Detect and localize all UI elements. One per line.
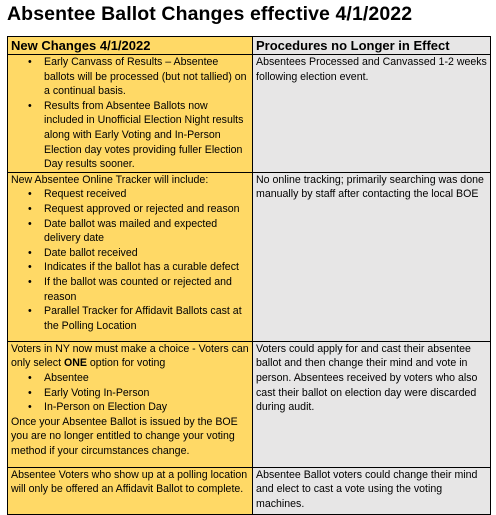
page-title: Absentee Ballot Changes effective 4/1/2022 [7, 3, 413, 25]
intro-emphasis: ONE [64, 357, 87, 370]
table-row [8, 172, 491, 341]
header-procedures-no-longer: Procedures no Longer in Effect [253, 37, 491, 55]
old-procedure-text: No online tracking; primarily searching was done manually by staff after contacting the local BOE [256, 173, 484, 201]
list-item: • Indicates if the ballot has a curable defect [44, 260, 249, 275]
list-item: • Parallel Tracker for Affidavit Ballots cast at the Polling Location [44, 304, 249, 333]
table-row [8, 55, 491, 173]
list-item: • Early Canvass of Results – Absentee ballots will be processed (but not tallied) on a continual basis. [44, 55, 249, 99]
new-change-cell [8, 467, 253, 514]
new-change-cell [8, 172, 253, 341]
old-procedure-cell [253, 172, 491, 341]
bullet-list [11, 187, 249, 333]
intro-text-a: Voters in NY now must make a choice - Voters can only select [11, 342, 249, 370]
table-header-row [8, 37, 491, 55]
bullet-list [11, 371, 249, 415]
old-procedure-text: Absentees Processed and Canvassed 1-2 weeks following election event. [256, 56, 487, 83]
table-row [8, 341, 491, 467]
new-change-text: Absentee Voters who show up at a polling location will only be offered an Affidavit Ballot to complete. [11, 468, 248, 496]
list-item: • Date ballot was mailed and expected delivery date [44, 217, 249, 246]
list-item: • Results from Absentee Ballots now included in Unofficial Election Night results along with Early Voting and In-Person Election day votes providing fuller Election Day results sooner. [44, 99, 249, 172]
cell-intro-text: New Absentee Online Tracker will include: [11, 173, 209, 186]
list-item: • In-Person on Election Day [44, 400, 249, 415]
cell-intro-text [11, 342, 249, 371]
cell-outro-text: Once your Absentee Ballot is issued by the BOE you are no longer entitled to change your voting method if your circumstances change. [11, 415, 238, 457]
new-change-cell [8, 341, 253, 467]
list-item: • Date ballot received [44, 246, 249, 261]
bullet-list [11, 55, 249, 172]
list-item: • Absentee [44, 371, 249, 386]
old-procedure-text: Absentee Ballot voters could change their mind and elect to cast a vote using the voting machines. [256, 468, 478, 510]
old-procedure-cell [253, 341, 491, 467]
changes-table [7, 36, 491, 515]
old-procedure-cell [253, 55, 491, 173]
list-item: • Request approved or rejected and reason [44, 202, 249, 217]
intro-text-b: option for voting [86, 357, 166, 370]
list-item: • If the ballot was counted or rejected and reason [44, 275, 249, 304]
list-item: • Request received [44, 187, 249, 202]
header-new-changes: New Changes 4/1/2022 [8, 37, 253, 55]
list-item: • Early Voting In-Person [44, 386, 249, 401]
new-change-cell [8, 55, 253, 173]
table-row [8, 467, 491, 514]
old-procedure-cell [253, 467, 491, 514]
old-procedure-text: Voters could apply for and cast their absentee ballot and then change their mind and vote in person. Absentees received by voters who also cast their ballot on election day were discarded during audit. [256, 342, 478, 414]
